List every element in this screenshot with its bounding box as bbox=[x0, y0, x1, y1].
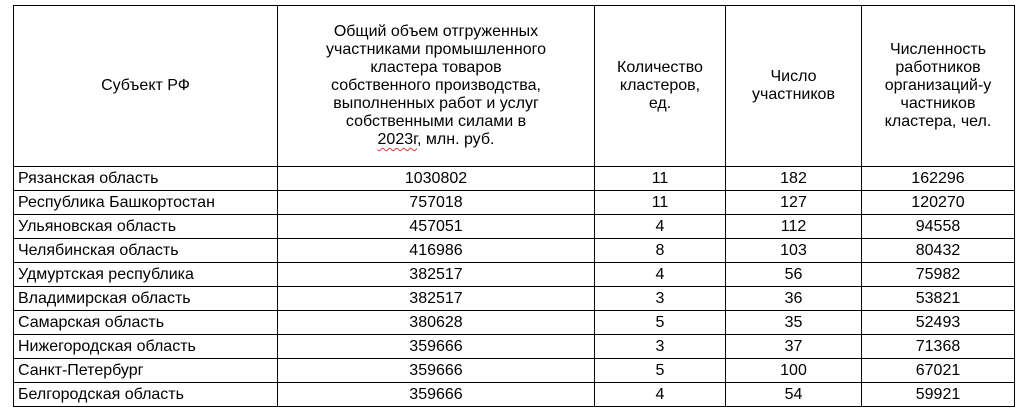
document-sheet bbox=[13, 5, 1015, 407]
header-volume-prefix: Общий объем отгруженных участниками промышленного кластера товаров собственного производства, выполненных работ и услуг собственными силами в bbox=[326, 23, 546, 130]
cell-participant-count: 36 bbox=[726, 287, 862, 311]
header-participant-count: Число участников bbox=[726, 6, 862, 167]
cell-employee-count: 120270 bbox=[862, 191, 1015, 215]
table-row bbox=[14, 311, 1015, 335]
cell-shipped-volume: 382517 bbox=[278, 263, 595, 287]
table-row bbox=[14, 191, 1015, 215]
cell-participant-count: 37 bbox=[726, 335, 862, 359]
cell-cluster-count: 11 bbox=[595, 167, 726, 191]
table-row bbox=[14, 359, 1015, 383]
cell-employee-count: 53821 bbox=[862, 287, 1015, 311]
cell-participant-count: 182 bbox=[726, 167, 862, 191]
cell-cluster-count: 5 bbox=[595, 311, 726, 335]
table-row bbox=[14, 215, 1015, 239]
table-body bbox=[14, 167, 1015, 407]
cell-cluster-count: 4 bbox=[595, 263, 726, 287]
cell-cluster-count: 4 bbox=[595, 215, 726, 239]
cell-region: Удмуртская республика bbox=[14, 263, 278, 287]
cell-region: Ульяновская область bbox=[14, 215, 278, 239]
cell-employee-count: 94558 bbox=[862, 215, 1015, 239]
cell-cluster-count: 4 bbox=[595, 383, 726, 407]
table-row bbox=[14, 335, 1015, 359]
cell-participant-count: 56 bbox=[726, 263, 862, 287]
cell-participant-count: 54 bbox=[726, 383, 862, 407]
header-employee-count: Численность работников организаций-у частников кластера, чел. bbox=[862, 6, 1015, 167]
cell-shipped-volume: 380628 bbox=[278, 311, 595, 335]
cell-shipped-volume: 359666 bbox=[278, 359, 595, 383]
cell-employee-count: 67021 bbox=[862, 359, 1015, 383]
cell-participant-count: 127 bbox=[726, 191, 862, 215]
cell-employee-count: 59921 bbox=[862, 383, 1015, 407]
table-row bbox=[14, 239, 1015, 263]
cell-cluster-count: 3 bbox=[595, 287, 726, 311]
cell-shipped-volume: 1030802 bbox=[278, 167, 595, 191]
cell-shipped-volume: 359666 bbox=[278, 383, 595, 407]
cell-shipped-volume: 757018 bbox=[278, 191, 595, 215]
table-row bbox=[14, 287, 1015, 311]
cell-region: Владимирская область bbox=[14, 287, 278, 311]
cell-region: Санкт-Петербург bbox=[14, 359, 278, 383]
cell-region: Рязанская область bbox=[14, 167, 278, 191]
cell-cluster-count: 8 bbox=[595, 239, 726, 263]
cell-shipped-volume: 382517 bbox=[278, 287, 595, 311]
cell-participant-count: 112 bbox=[726, 215, 862, 239]
cell-employee-count: 80432 bbox=[862, 239, 1015, 263]
cell-cluster-count: 11 bbox=[595, 191, 726, 215]
cell-region: Белгородская область bbox=[14, 383, 278, 407]
cell-employee-count: 52493 bbox=[862, 311, 1015, 335]
cell-employee-count: 71368 bbox=[862, 335, 1015, 359]
table-row bbox=[14, 167, 1015, 191]
cell-cluster-count: 3 bbox=[595, 335, 726, 359]
cell-cluster-count: 5 bbox=[595, 359, 726, 383]
cell-shipped-volume: 416986 bbox=[278, 239, 595, 263]
cell-region: Челябинская область bbox=[14, 239, 278, 263]
cell-employee-count: 162296 bbox=[862, 167, 1015, 191]
cell-shipped-volume: 457051 bbox=[278, 215, 595, 239]
cell-shipped-volume: 359666 bbox=[278, 335, 595, 359]
header-cluster-count: Количество кластеров, ед. bbox=[595, 6, 726, 167]
table-row bbox=[14, 263, 1015, 287]
cell-participant-count: 35 bbox=[726, 311, 862, 335]
cell-participant-count: 100 bbox=[726, 359, 862, 383]
clusters-table bbox=[13, 5, 1015, 407]
header-volume-suffix: , млн. руб. bbox=[417, 131, 495, 148]
cell-participant-count: 103 bbox=[726, 239, 862, 263]
cell-employee-count: 75982 bbox=[862, 263, 1015, 287]
table-header-row bbox=[14, 6, 1015, 167]
cell-region: Самарская область bbox=[14, 311, 278, 335]
table-row bbox=[14, 383, 1015, 407]
header-volume-year: 2023г bbox=[377, 131, 417, 148]
cell-region: Республика Башкортостан bbox=[14, 191, 278, 215]
header-shipped-volume bbox=[278, 6, 595, 167]
header-subject: Субъект РФ bbox=[14, 6, 278, 167]
cell-region: Нижегородская область bbox=[14, 335, 278, 359]
